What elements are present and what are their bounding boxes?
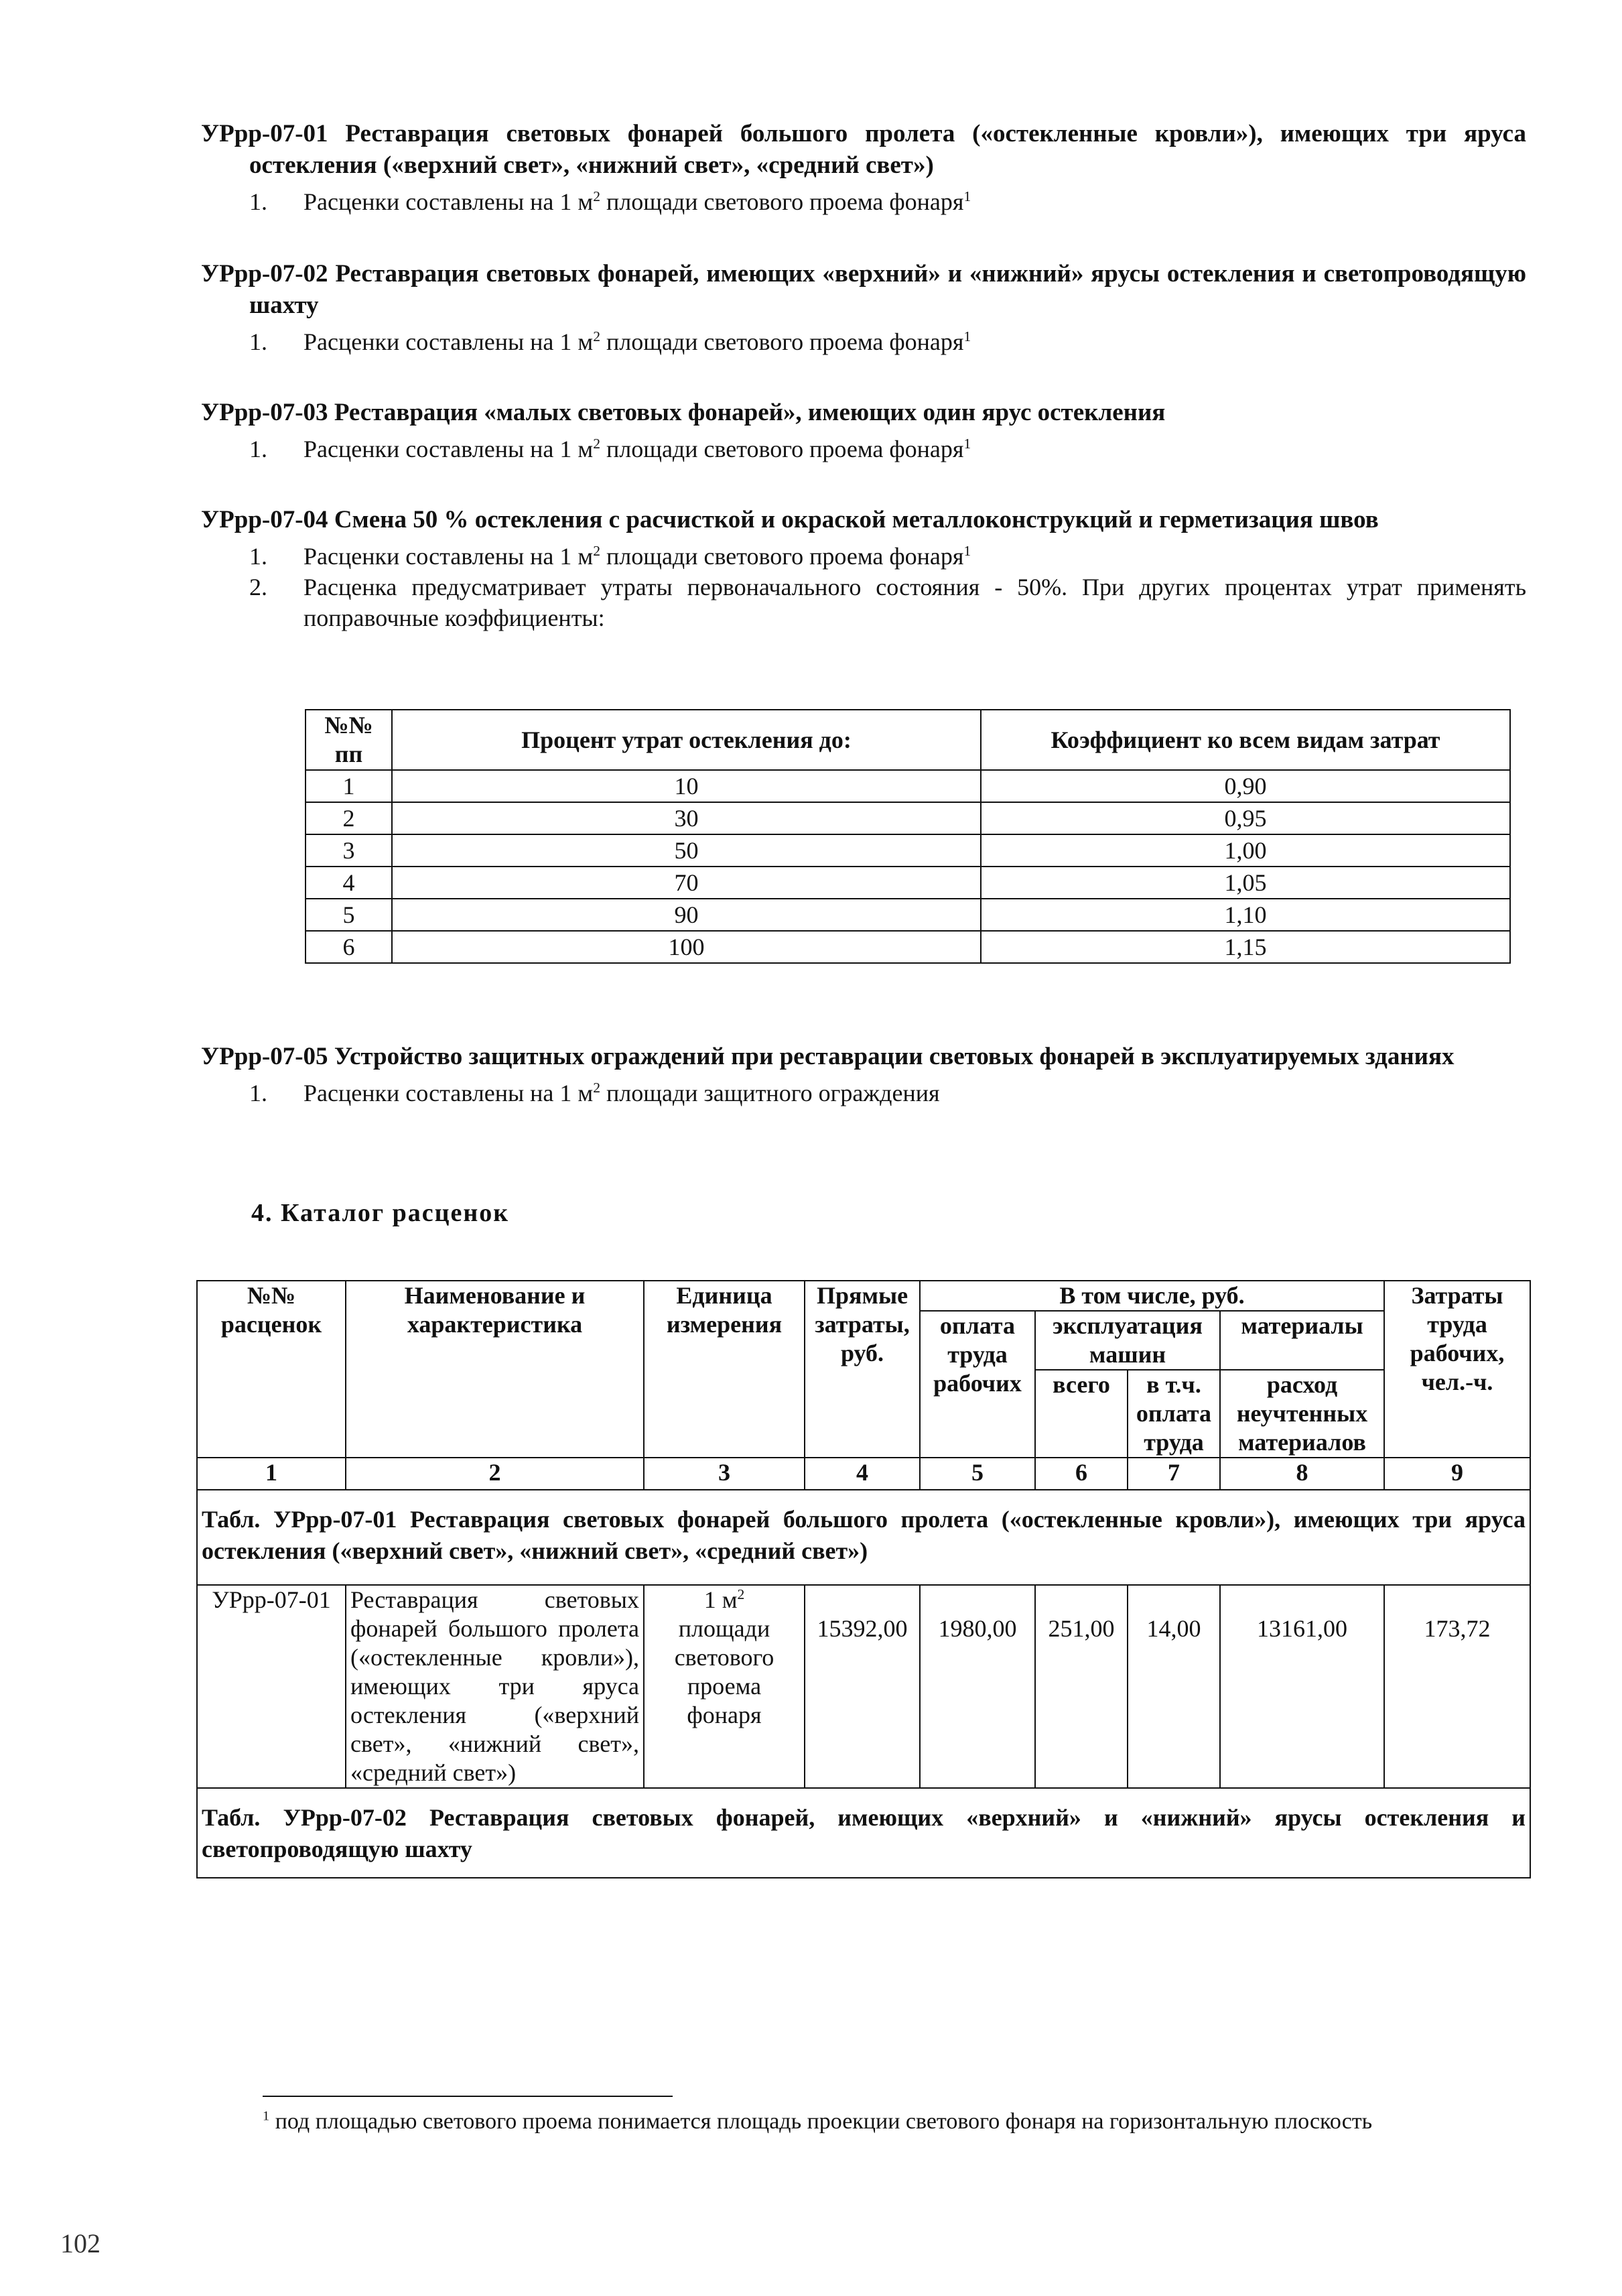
rate-unit: 1 $м^2$ площади светового проема фонаря: [644, 1585, 805, 1788]
table-cell: 5: [306, 899, 392, 931]
list-item: 1. Расценки составлены на 1 $м^2$ площади светового проема фонаря$^1$: [249, 543, 971, 570]
list-item: 1. Расценки составлены на 1 $м^2$ площади светового проема фонаря$^1$: [249, 188, 971, 215]
coefficient-table: [305, 709, 1511, 964]
table-cell: 50: [392, 834, 981, 867]
section-heading: УРрр-07-01 Реставрация световых фонарей большого пролета («остекленные кровли»), имеющих три яруса остекления («верхний свет», «нижний свет», «средний свет»): [201, 120, 1527, 179]
table-row: [306, 834, 1510, 867]
table-cell: 3: [306, 834, 392, 867]
list-item: 1. Расценки составлены на 1 $м^2$ площади защитного ограждения: [249, 1080, 940, 1106]
table-cell: 4: [306, 867, 392, 899]
header-rate-num: №№ расценок: [197, 1281, 346, 1458]
column-number: 8: [1220, 1458, 1384, 1490]
header-machines: эксплуатация машин: [1035, 1311, 1220, 1370]
rate-name: Реставрация световых фонарей большого пролета («остекленные кровли»), имеющих три яруса остекления («верхний свет», «нижний свет», «средний свет»): [346, 1585, 644, 1788]
table-row: [306, 931, 1510, 963]
column-number: 3: [644, 1458, 805, 1490]
table-row: [306, 867, 1510, 899]
table-cell: 1,00: [981, 834, 1510, 867]
table-section-title: Табл. УРрр-07-01 Реставрация световых фонарей большого пролета («остекленные кровли»), имеющих три яруса остекления («верхний свет», «нижний свет», «средний свет»): [197, 1490, 1530, 1585]
section-07-02: [201, 258, 1526, 357]
header-labor: Затраты труда рабочих, чел.-ч.: [1384, 1281, 1530, 1458]
header-including: В том числе, руб.: [920, 1281, 1384, 1311]
price-catalog-table: [196, 1280, 1531, 1878]
footnote-divider: [263, 2096, 673, 2097]
section-07-05: [201, 1041, 1526, 1108]
section-heading: УРрр-07-05 Устройство защитных ограждений при реставрации световых фонарей в эксплуатируемых зданиях: [201, 1043, 1455, 1070]
section-heading: УРрр-07-03 Реставрация «малых световых фонарей», имеющих один ярус остекления: [201, 399, 1166, 426]
rate-wage: 1980,00: [920, 1585, 1035, 1788]
header-unit: Единица измерения: [644, 1281, 805, 1458]
rate-direct: 15392,00: [805, 1585, 920, 1788]
list-item: 1. Расценки составлены на 1 $м^2$ площади светового проема фонаря$^1$: [249, 328, 971, 355]
rate-machines-wage: 14,00: [1128, 1585, 1220, 1788]
column-number-row: [197, 1458, 1530, 1490]
column-number: 1: [197, 1458, 346, 1490]
table-cell: 100: [392, 931, 981, 963]
header-percent: Процент утрат остекления до:: [392, 710, 981, 770]
table-row: [197, 1585, 1530, 1788]
rate-labor: 173,72: [1384, 1585, 1530, 1788]
section-07-04: [201, 504, 1526, 633]
table-cell: 30: [392, 802, 981, 834]
table-cell: 6: [306, 931, 392, 963]
column-number: 2: [346, 1458, 644, 1490]
table-row: [306, 802, 1510, 834]
header-materials: материалы: [1220, 1311, 1384, 1370]
list-item: 1. Расценки составлены на 1 $м^2$ площади светового проема фонаря$^1$: [249, 436, 971, 462]
table-row: [306, 899, 1510, 931]
table-section-title: Табл. УРрр-07-02 Реставрация световых фонарей, имеющих «верхний» и «нижний» ярусы остекления и светопроводящую шахту: [197, 1788, 1530, 1878]
rate-machines-total: 251,00: [1035, 1585, 1128, 1788]
table-cell: 1,10: [981, 899, 1510, 931]
section-07-01: [201, 118, 1526, 217]
section-heading: УРрр-07-02 Реставрация световых фонарей, имеющих «верхний» и «нижний» ярусы остекления и светопроводящую шахту: [201, 260, 1526, 319]
table-cell: 10: [392, 770, 981, 802]
catalog-title: 4. Каталог расценок: [251, 1199, 510, 1227]
table-row: [306, 770, 1510, 802]
table-cell: 2: [306, 802, 392, 834]
header-machines-total: всего: [1035, 1370, 1128, 1458]
table-cell: 1,05: [981, 867, 1510, 899]
header-name: Наименование и характеристика: [346, 1281, 644, 1458]
column-number: 9: [1384, 1458, 1530, 1490]
section-07-03: [201, 397, 1526, 464]
header-num: №№ пп: [306, 710, 392, 770]
table-cell: 0,90: [981, 770, 1510, 802]
header-wage: оплата труда рабочих: [920, 1311, 1035, 1458]
table-cell: 1,15: [981, 931, 1510, 963]
column-number: 5: [920, 1458, 1035, 1490]
column-number: 4: [805, 1458, 920, 1490]
page-number: 102: [60, 2228, 100, 2258]
table-cell: 70: [392, 867, 981, 899]
header-unaccounted: расход неучтенных материалов: [1220, 1370, 1384, 1458]
list-item: 2. Расценка предусматривает утраты первоначального состояния - 50%. При других процентах утрат применять поправочные коэффициенты:: [249, 574, 1526, 631]
column-number: 7: [1128, 1458, 1220, 1490]
table-cell: 0,95: [981, 802, 1510, 834]
footnote: $^1$ под площадью светового проема понимается площадь проекции светового фонаря на горизонтальную плоскость: [263, 2108, 1373, 2134]
header-coef: Коэффициент ко всем видам затрат: [981, 710, 1510, 770]
rate-materials: 13161,00: [1220, 1585, 1384, 1788]
header-machines-wage: в т.ч. оплата труда: [1128, 1370, 1220, 1458]
header-direct: Прямые затраты, руб.: [805, 1281, 920, 1458]
column-number: 6: [1035, 1458, 1128, 1490]
table-cell: 90: [392, 899, 981, 931]
section-heading: УРрр-07-04 Смена 50 % остекления с расчисткой и окраской металлоконструкций и герметизация швов: [201, 506, 1379, 533]
table-cell: 1: [306, 770, 392, 802]
rate-code: УРрр-07-01: [197, 1585, 346, 1788]
